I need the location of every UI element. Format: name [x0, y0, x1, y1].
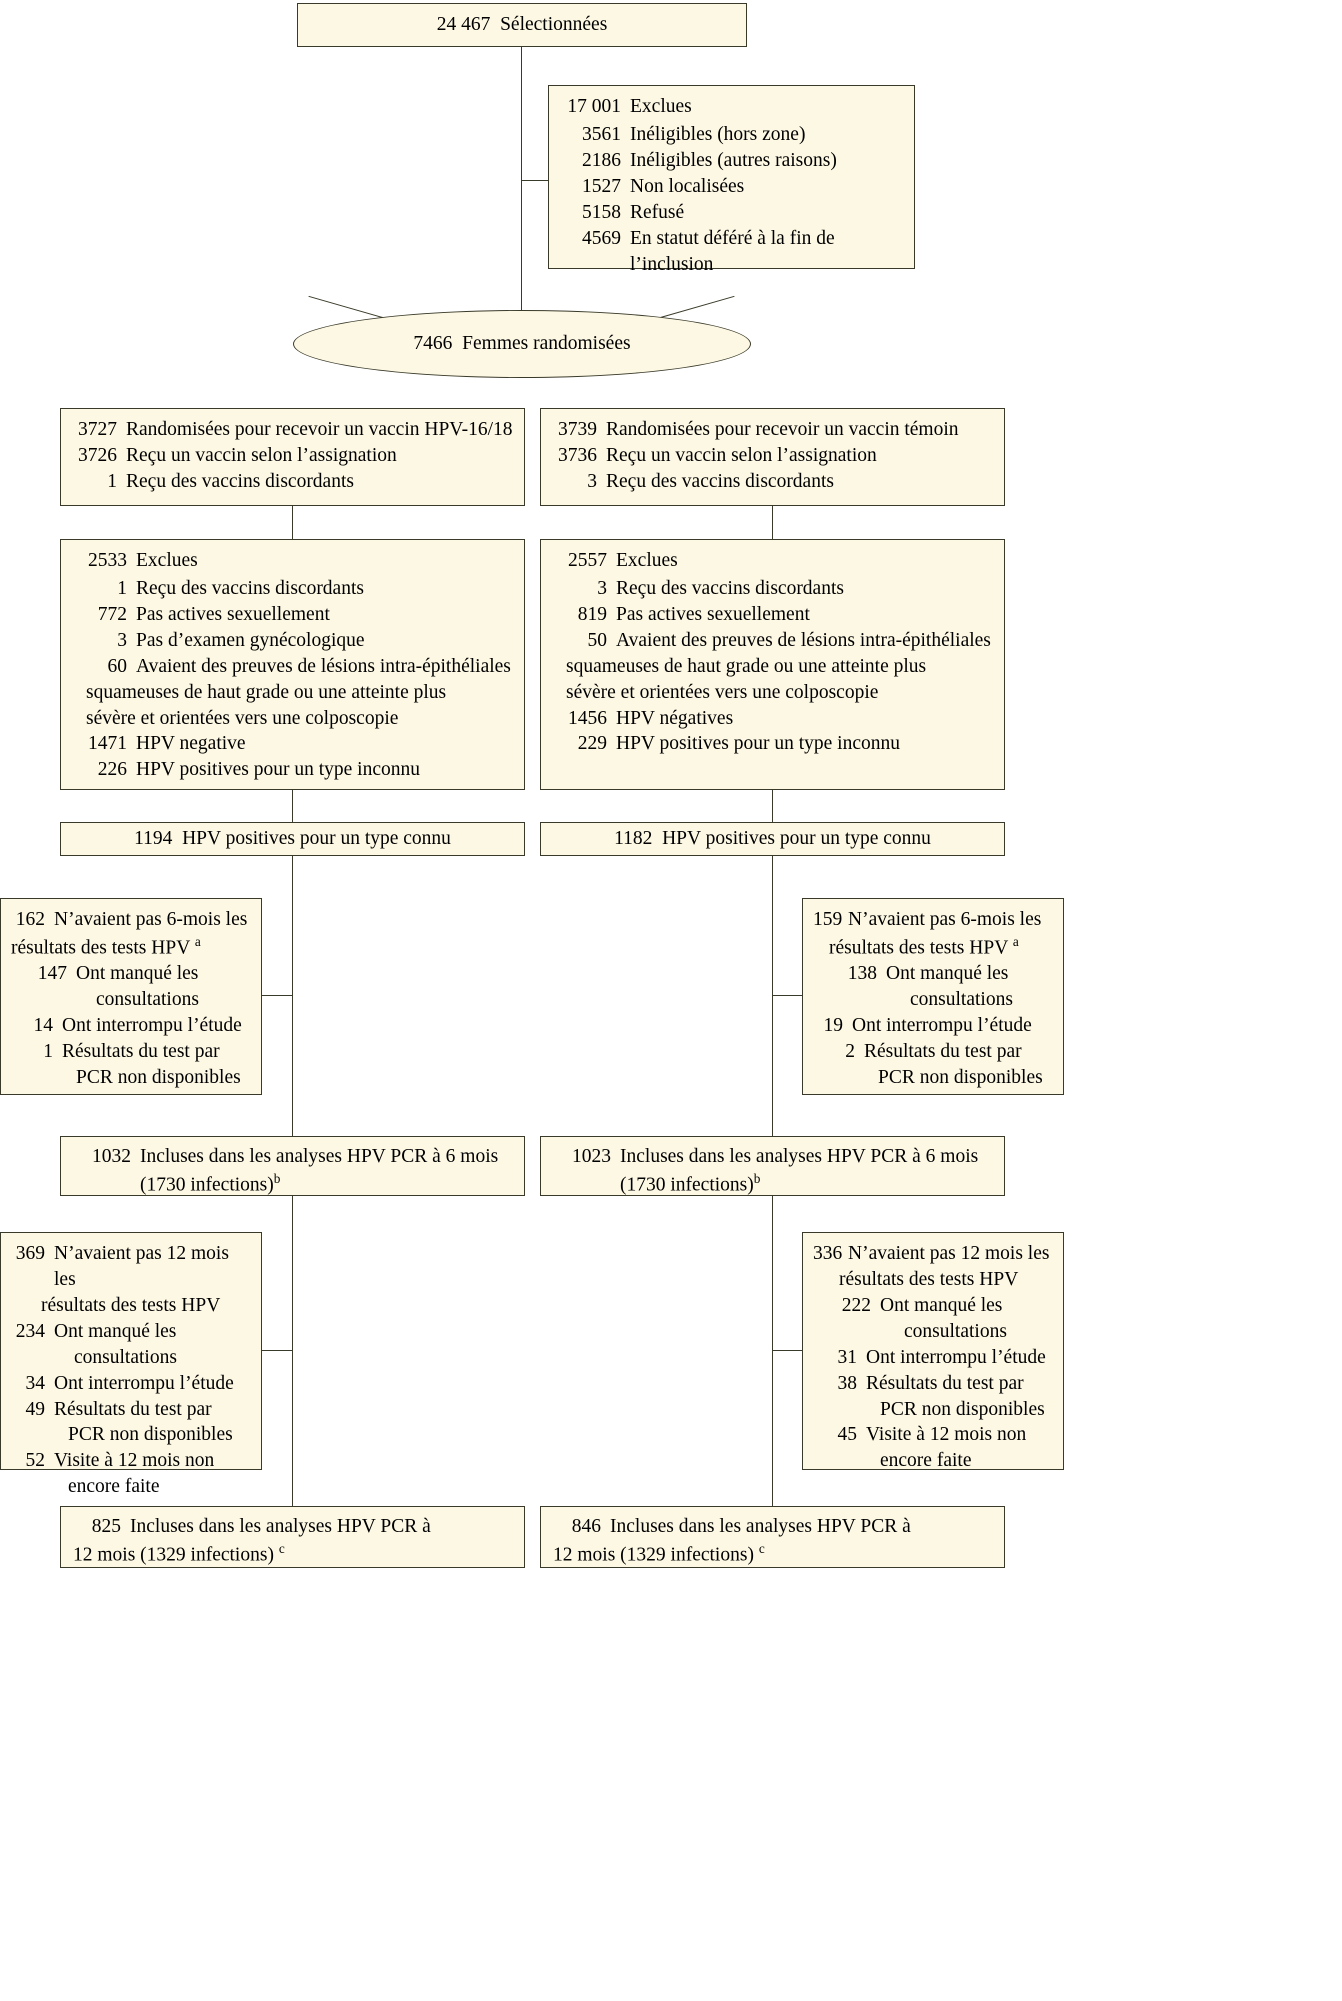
- box-included12-right: [540, 1506, 1005, 1568]
- list-item-cont: PCR non disponibles: [878, 1067, 1043, 1089]
- list-item-cont: consultations: [910, 989, 1013, 1011]
- list-item: 49 Résultats du test par: [25, 1398, 212, 1420]
- list-item: 1471 HPV negative: [88, 733, 246, 755]
- missing12-right-header-cont: résultats des tests HPV: [839, 1268, 1019, 1290]
- list-item-cont: l’inclusion: [630, 253, 714, 275]
- list-item: 1 Reçu des vaccins discordants: [117, 577, 364, 599]
- connector-right-missing12: [772, 1350, 802, 1351]
- list-item: 34 Ont interrompu l’étude: [25, 1372, 234, 1394]
- screened-label: Sélectionnées: [500, 14, 608, 36]
- included6-left-line2: (1730 infections)$^b$: [140, 1170, 281, 1196]
- list-item-cont: squameuses de haut grade ou une atteinte plus: [566, 655, 927, 677]
- box-excluded-top: [548, 85, 915, 275]
- list-item-cont: consultations: [96, 989, 199, 1011]
- connector-left-alloc-excluded: [292, 506, 293, 539]
- connector-right-excluded-positive: [772, 790, 773, 822]
- list-item-cont: consultations: [904, 1320, 1007, 1342]
- list-item: 3727 Randomisées pour recevoir un vaccin HPV-16/18: [78, 419, 513, 440]
- list-item: 2 Résultats du test par: [845, 1041, 1022, 1063]
- missing6-left-header-cont: résultats des tests HPV $^a$: [11, 933, 201, 959]
- missing6-right-header-cont: résultats des tests HPV $^a$: [829, 933, 1019, 959]
- missing12-left-header-cont: résultats des tests HPV: [41, 1294, 221, 1316]
- list-item: 772 Pas actives sexuellement: [97, 603, 330, 625]
- included12-left-line2: 12 mois (1329 infections) $^c$: [73, 1540, 285, 1566]
- box-included6-right: [540, 1136, 1005, 1196]
- list-item: 1527 Non localisées: [582, 175, 745, 197]
- missing12-left-header: 369 N’avaient pas 12 mois les: [15, 1243, 229, 1290]
- included12-right-line1: 846 Incluses dans les analyses HPV PCR à: [571, 1516, 911, 1537]
- missing6-right-header: 159 N’avaient pas 6-mois les: [813, 909, 1042, 930]
- box-included12-left: [60, 1506, 525, 1568]
- box-excluded-right: [540, 539, 1005, 790]
- box-allocation-right: [540, 408, 1005, 506]
- list-item-cont: sévère et orientées vers une colposcopie: [566, 681, 879, 703]
- box-missing12-left: [0, 1232, 262, 1498]
- excluded-left-header: 2533 Exclues: [88, 550, 198, 571]
- connector-right-positive-included6: [772, 856, 773, 1144]
- list-item-cont: sévère et orientées vers une colposcopie: [86, 707, 399, 729]
- list-item: 1456 HPV négatives: [568, 707, 734, 729]
- list-item: 4569 En statut déféré à la fin de: [582, 227, 835, 249]
- list-item-cont: encore faite: [68, 1476, 160, 1498]
- list-item: 3726 Reçu un vaccin selon l’assignation: [78, 444, 397, 466]
- excluded-top-count: 17 001: [567, 96, 621, 117]
- list-item-cont: encore faite: [880, 1450, 972, 1472]
- connector-left-positive-included6: [292, 856, 293, 1144]
- list-item-cont: squameuses de haut grade ou une atteinte plus: [86, 681, 447, 703]
- list-item: 1 Résultats du test par: [43, 1041, 220, 1063]
- list-item: 138 Ont manqué les: [847, 963, 1009, 985]
- included6-right-line2: (1730 infections)$^b$: [620, 1170, 761, 1196]
- list-item-cont: PCR non disponibles: [76, 1067, 241, 1089]
- box-included6-left: [60, 1136, 525, 1196]
- ellipse-randomised: [293, 310, 751, 378]
- box-screened: [297, 3, 747, 47]
- included6-left-line1: 1032 Incluses dans les analyses HPV PCR à 6 mois: [92, 1146, 499, 1167]
- list-item: 14 Ont interrompu l’étude: [33, 1015, 242, 1037]
- list-item: 5158 Refusé: [582, 201, 685, 223]
- list-item: 1 Reçu des vaccins discordants: [107, 470, 354, 492]
- included12-left-line1: 825 Incluses dans les analyses HPV PCR à: [91, 1516, 431, 1537]
- list-item: 3736 Reçu un vaccin selon l’assignation: [558, 444, 877, 466]
- list-item: 60 Avaient des preuves de lésions intra-épithéliales: [107, 655, 511, 677]
- list-item: 226 HPV positives pour un type inconnu: [97, 759, 421, 781]
- list-item: 2186 Inéligibles (autres raisons): [582, 149, 837, 171]
- connector-left-excluded-positive: [292, 790, 293, 822]
- list-item: 147 Ont manqué les: [37, 963, 199, 985]
- screened-count: 24 467: [436, 14, 491, 36]
- box-allocation-left: [60, 408, 525, 506]
- box-excluded-left: [60, 539, 525, 790]
- excluded-right-header: 2557 Exclues: [568, 550, 678, 571]
- list-item-cont: PCR non disponibles: [880, 1398, 1045, 1420]
- list-item: 45 Visite à 12 mois non: [837, 1424, 1027, 1446]
- list-item: 3 Pas d’examen gynécologique: [117, 629, 365, 651]
- box-missing12-right: [802, 1232, 1064, 1470]
- connector-left-included6-included12: [292, 1196, 293, 1506]
- box-positive-left: 1194 HPV positives pour un type connu: [60, 822, 525, 856]
- connector-left-missing12: [262, 1350, 292, 1351]
- excluded-top-label: Exclues: [630, 96, 692, 117]
- box-missing6-right: [802, 898, 1064, 1095]
- connector-right-alloc-excluded: [772, 506, 773, 539]
- included12-right-line2: 12 mois (1329 infections) $^c$: [553, 1540, 765, 1566]
- included6-right-line1: 1023 Incluses dans les analyses HPV PCR à 6 mois: [572, 1146, 979, 1167]
- list-item: 819 Pas actives sexuellement: [577, 603, 810, 625]
- list-item: 19 Ont interrompu l’étude: [823, 1015, 1032, 1037]
- list-item: 222 Ont manqué les: [841, 1294, 1003, 1316]
- list-item: 52 Visite à 12 mois non: [25, 1450, 215, 1472]
- list-item-cont: consultations: [74, 1346, 177, 1368]
- connector-right-missing6: [772, 995, 802, 996]
- randomised-count: 7466: [413, 333, 453, 354]
- list-item: 234 Ont manqué les: [15, 1320, 177, 1342]
- connector-to-excluded-top: [521, 180, 548, 181]
- list-item: 3 Reçu des vaccins discordants: [597, 577, 844, 599]
- list-item: 3 Reçu des vaccins discordants: [587, 470, 834, 492]
- list-item: 3739 Randomisées pour recevoir un vaccin témoin: [558, 419, 959, 440]
- list-item: 31 Ont interrompu l’étude: [837, 1346, 1046, 1368]
- randomised-label: Femmes randomisées: [462, 333, 631, 354]
- missing12-right-header: 336 N’avaient pas 12 mois les: [813, 1243, 1050, 1264]
- box-missing6-left: [0, 898, 262, 1095]
- list-item: 38 Résultats du test par: [837, 1372, 1024, 1394]
- list-item-cont: PCR non disponibles: [68, 1424, 233, 1446]
- list-item: 3561 Inéligibles (hors zone): [582, 123, 806, 145]
- list-item: 50 Avaient des preuves de lésions intra-épithéliales: [587, 629, 991, 651]
- connector-left-missing6: [262, 995, 292, 996]
- excluded-top-header: [561, 94, 902, 120]
- missing6-left-header: 162 N’avaient pas 6-mois les: [15, 909, 248, 930]
- list-item: 229 HPV positives pour un type inconnu: [577, 733, 901, 755]
- box-positive-right: 1182 HPV positives pour un type connu: [540, 822, 1005, 856]
- connector-right-included6-included12: [772, 1196, 773, 1506]
